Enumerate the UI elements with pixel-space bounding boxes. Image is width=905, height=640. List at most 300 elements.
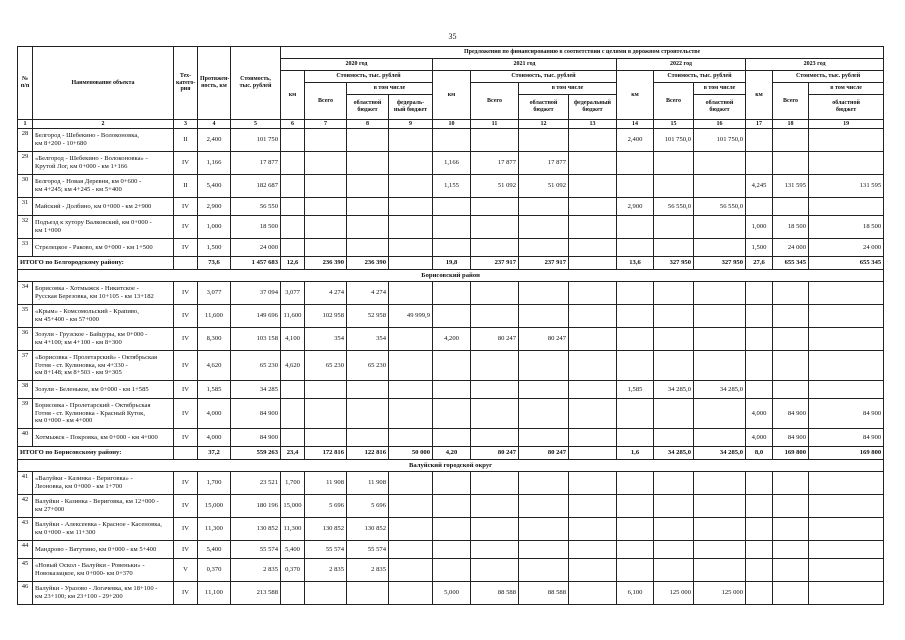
table-cell (746, 305, 773, 328)
table-cell (694, 429, 746, 447)
total-cell: 13,6 (617, 257, 654, 270)
row-number: 43 (18, 518, 33, 541)
table-cell (569, 429, 617, 447)
table-cell (471, 559, 519, 582)
header-regional-2023: областной бюджет (809, 95, 884, 120)
table-cell: 2 835 (347, 559, 389, 582)
table-cell: 3,077 (198, 282, 231, 305)
table-cell: 4,000 (746, 399, 773, 429)
column-index: 13 (569, 120, 617, 129)
table-cell: 0,370 (281, 559, 305, 582)
table-cell (519, 198, 569, 216)
table-cell (305, 216, 347, 239)
table-cell (746, 351, 773, 381)
table-cell (281, 239, 305, 257)
header-col-category: Тех- катего- рия (174, 47, 198, 120)
table-cell: 65 230 (347, 351, 389, 381)
table-cell (471, 216, 519, 239)
table-cell: 34 285 (231, 381, 281, 399)
row-number: 46 (18, 582, 33, 605)
table-cell (519, 429, 569, 447)
table-cell: 101 750,0 (654, 129, 694, 152)
row-number: 32 (18, 216, 33, 239)
table-cell: 84 900 (809, 399, 884, 429)
table-cell (694, 175, 746, 198)
object-name: «Валуйки - Казинка - Вериговка» - Леоновка, км 0+000 - км 1+700 (33, 472, 174, 495)
column-index: 18 (773, 120, 809, 129)
total-cell: 559 263 (231, 447, 281, 460)
column-index: 16 (694, 120, 746, 129)
table-cell: 4,100 (281, 328, 305, 351)
header-total-2021: Всего (471, 83, 519, 120)
total-cell: 73,6 (198, 257, 231, 270)
table-cell (654, 216, 694, 239)
table-cell: 4,200 (433, 328, 471, 351)
table-cell (694, 216, 746, 239)
table-row (18, 381, 884, 399)
table-cell (433, 495, 471, 518)
object-name: Борисовка - Хотмыжск - Никитское - Русская Березовка, км 10+105 - км 13+182 (33, 282, 174, 305)
table-cell: 130 852 (231, 518, 281, 541)
table-cell (389, 328, 433, 351)
object-name: Валуйки - Казинка - Вериговка, км 12+000 - км 27+000 (33, 495, 174, 518)
table-cell (519, 472, 569, 495)
table-cell (281, 198, 305, 216)
total-cell (569, 447, 617, 460)
table-cell (809, 582, 884, 605)
table-cell (471, 495, 519, 518)
table-cell: 2,900 (617, 198, 654, 216)
table-cell (694, 472, 746, 495)
column-index: 6 (281, 120, 305, 129)
header-year-2021: 2021 год (433, 59, 617, 71)
total-cell: 172 816 (305, 447, 347, 460)
header-km-2021: км (433, 71, 471, 120)
table-cell (694, 559, 746, 582)
table-cell (617, 328, 654, 351)
table-cell: 2,400 (198, 129, 231, 152)
table-cell (694, 399, 746, 429)
total-cell: 50 000 (389, 447, 433, 460)
table-cell (746, 559, 773, 582)
table-cell: 4,620 (198, 351, 231, 381)
table-cell: 101 750,0 (694, 129, 746, 152)
table-cell (694, 152, 746, 175)
row-number: 30 (18, 175, 33, 198)
table-cell: 5,400 (198, 175, 231, 198)
table-cell: 84 900 (773, 429, 809, 447)
table-cell: 5,000 (433, 582, 471, 605)
table-cell (305, 429, 347, 447)
table-cell (746, 328, 773, 351)
header-regional-2022: областной бюджет (694, 95, 746, 120)
header-col-cost: Стоимость, тыс. рублей (231, 47, 281, 120)
table-cell (773, 472, 809, 495)
table-cell (773, 351, 809, 381)
table-cell (471, 198, 519, 216)
table-cell (654, 152, 694, 175)
table-cell (569, 472, 617, 495)
table-cell (569, 381, 617, 399)
table-row (18, 518, 884, 541)
table-cell (433, 429, 471, 447)
page-number: 35 (448, 32, 457, 41)
table-cell (694, 239, 746, 257)
total-cell (174, 447, 198, 460)
table-cell: 4,620 (281, 351, 305, 381)
column-index: 1 (18, 120, 33, 129)
table-cell: 65 230 (231, 351, 281, 381)
table-cell (569, 399, 617, 429)
column-index: 5 (231, 120, 281, 129)
header-federal-2021: федеральный бюджет (569, 95, 617, 120)
table-cell: IV (174, 305, 198, 328)
table-cell (654, 399, 694, 429)
table-cell: 11 908 (305, 472, 347, 495)
table-cell: 0,370 (198, 559, 231, 582)
table-cell: 5,400 (281, 541, 305, 559)
header-regional-2020: областной бюджет (347, 95, 389, 120)
table-cell (569, 198, 617, 216)
column-index: 7 (305, 120, 347, 129)
table-cell (305, 129, 347, 152)
table-cell (773, 518, 809, 541)
table-cell: 56 550 (231, 198, 281, 216)
table-cell (617, 429, 654, 447)
table-row (18, 129, 884, 152)
table-cell (471, 282, 519, 305)
total-cell: 19,8 (433, 257, 471, 270)
header-year-2023: 2023 год (746, 59, 884, 71)
table-cell: 103 158 (231, 328, 281, 351)
table-cell (809, 472, 884, 495)
table-cell (347, 582, 389, 605)
table-cell (617, 305, 654, 328)
total-cell: 236 390 (305, 257, 347, 270)
table-cell: 15,000 (198, 495, 231, 518)
header-total-2023: Всего (773, 83, 809, 120)
table-cell: 52 958 (347, 305, 389, 328)
table-cell: 6,100 (617, 582, 654, 605)
table-cell (519, 541, 569, 559)
table-cell: IV (174, 328, 198, 351)
table-cell: 1,585 (617, 381, 654, 399)
table-cell: 5,400 (198, 541, 231, 559)
table-cell (347, 198, 389, 216)
table-cell: 80 247 (519, 328, 569, 351)
row-number: 34 (18, 282, 33, 305)
column-index: 10 (433, 120, 471, 129)
table-cell (389, 351, 433, 381)
total-cell (389, 257, 433, 270)
total-cell: 1,6 (617, 447, 654, 460)
table-cell: 18 500 (809, 216, 884, 239)
table-cell (773, 559, 809, 582)
table-cell: IV (174, 198, 198, 216)
total-cell: 169 800 (809, 447, 884, 460)
table-cell (654, 472, 694, 495)
object-name: Белгород - Шебекино - Волоконовка, км 8+200 - 10+680 (33, 129, 174, 152)
table-cell (654, 495, 694, 518)
table-row (18, 495, 884, 518)
table-cell (809, 381, 884, 399)
row-number: 37 (18, 351, 33, 381)
table-cell: IV (174, 152, 198, 175)
table-cell: 180 196 (231, 495, 281, 518)
table-cell (347, 381, 389, 399)
table-cell (389, 495, 433, 518)
table-cell (519, 305, 569, 328)
table-cell (809, 541, 884, 559)
header-incl-2022: в том числе (694, 83, 746, 95)
table-cell (305, 399, 347, 429)
row-number: 42 (18, 495, 33, 518)
object-name: Майский - Долбино, км 0+000 - км 2+900 (33, 198, 174, 216)
column-index: 4 (198, 120, 231, 129)
table-cell: 4,000 (746, 429, 773, 447)
table-cell (433, 305, 471, 328)
table-cell (809, 198, 884, 216)
table-cell: 1,500 (198, 239, 231, 257)
table-cell (471, 129, 519, 152)
table-row (18, 328, 884, 351)
table-cell (519, 518, 569, 541)
total-cell: 4,20 (433, 447, 471, 460)
table-cell (809, 351, 884, 381)
table-cell (389, 559, 433, 582)
table-cell: 84 900 (773, 399, 809, 429)
table-cell (773, 582, 809, 605)
object-name: Подъезд к хутору Валковский, км 0+000 - км 1+000 (33, 216, 174, 239)
table-cell: 23 521 (231, 472, 281, 495)
table-cell (433, 198, 471, 216)
table-cell (281, 152, 305, 175)
table-cell (347, 216, 389, 239)
table-cell: 1,166 (433, 152, 471, 175)
column-index: 12 (519, 120, 569, 129)
table-cell (569, 175, 617, 198)
table-cell: II (174, 175, 198, 198)
table-cell: 1,000 (198, 216, 231, 239)
table-cell: IV (174, 472, 198, 495)
table-cell (773, 328, 809, 351)
table-cell (305, 582, 347, 605)
object-name: «Борисовка - Пролетарский» - Октябрьская Готня - ст. Кулиновка, км 4+330 - км 8+148; км 8+503 - км 9+305 (33, 351, 174, 381)
table-cell (305, 175, 347, 198)
column-index: 2 (33, 120, 174, 129)
table-cell (809, 495, 884, 518)
table-cell (569, 541, 617, 559)
table-cell (746, 518, 773, 541)
table-cell: 1,700 (198, 472, 231, 495)
total-cell: 23,4 (281, 447, 305, 460)
table-cell: IV (174, 541, 198, 559)
row-number: 45 (18, 559, 33, 582)
table-cell (809, 518, 884, 541)
header-incl-2023: в том числе (809, 83, 884, 95)
table-cell: 4,245 (746, 175, 773, 198)
table-cell (389, 129, 433, 152)
table-cell (617, 495, 654, 518)
table-cell (773, 305, 809, 328)
table-cell (746, 495, 773, 518)
total-cell: 34 285,0 (694, 447, 746, 460)
table-cell: 125 000 (694, 582, 746, 605)
table-row (18, 305, 884, 328)
table-cell: 101 750 (231, 129, 281, 152)
table-cell (569, 559, 617, 582)
table-cell: 15,000 (281, 495, 305, 518)
row-number: 28 (18, 129, 33, 152)
column-index: 8 (347, 120, 389, 129)
table-row (18, 582, 884, 605)
table-cell (809, 305, 884, 328)
table-cell (773, 381, 809, 399)
total-label: ИТОГО по Борисовскому району: (18, 447, 174, 460)
table-row (18, 239, 884, 257)
table-cell: 149 696 (231, 305, 281, 328)
table-cell (694, 328, 746, 351)
table-cell (471, 399, 519, 429)
table-cell (569, 282, 617, 305)
table-cell (569, 152, 617, 175)
object-name: Валуйки - Уразово - Логачевка, км 18+100 - км 23+100; км 23+100 - 29+200 (33, 582, 174, 605)
column-index: 19 (809, 120, 884, 129)
row-number: 38 (18, 381, 33, 399)
table-cell: 88 588 (471, 582, 519, 605)
row-number: 31 (18, 198, 33, 216)
header-year-2020: 2020 год (281, 59, 433, 71)
table-row (18, 152, 884, 175)
header-km-2023: км (746, 71, 773, 120)
table-row (18, 559, 884, 582)
row-number: 35 (18, 305, 33, 328)
table-cell (471, 429, 519, 447)
table-cell: 4,000 (198, 399, 231, 429)
table-cell: IV (174, 239, 198, 257)
table-cell (389, 582, 433, 605)
table-cell (305, 239, 347, 257)
table-cell (569, 495, 617, 518)
table-cell: IV (174, 282, 198, 305)
column-index-row (18, 120, 884, 129)
table-cell (654, 429, 694, 447)
table-cell (471, 472, 519, 495)
object-name: «Новый Оскол - Валуйки - Ровеньки» - Новоказацкое, км 0+000- км 0+370 (33, 559, 174, 582)
table-cell (773, 152, 809, 175)
table-cell (569, 328, 617, 351)
table-row (18, 175, 884, 198)
table-cell (809, 559, 884, 582)
table-cell (746, 582, 773, 605)
table-cell (433, 282, 471, 305)
table-cell (654, 305, 694, 328)
table-cell (617, 239, 654, 257)
row-number: 44 (18, 541, 33, 559)
table-cell: 34 285,0 (694, 381, 746, 399)
table-cell (746, 472, 773, 495)
table-cell (281, 381, 305, 399)
table-cell (433, 399, 471, 429)
object-name: «Белгород - Шебекино - Волоконовка» - Крутой Лог, км 0+000 - км 1+166 (33, 152, 174, 175)
total-cell: 37,2 (198, 447, 231, 460)
table-cell (389, 381, 433, 399)
total-cell: 8,0 (746, 447, 773, 460)
table-cell (389, 175, 433, 198)
table-cell (281, 129, 305, 152)
object-name: Зозули - Грузское - Байцуры, км 0+000 - км 4+100; км 4+100 - км 8+300 (33, 328, 174, 351)
total-cell: 27,6 (746, 257, 773, 270)
header-proposals: Предложения по финансированию в соответствии с целями в дорожном строительстве (281, 47, 884, 59)
total-cell: 169 800 (773, 447, 809, 460)
table-cell: 18 500 (773, 216, 809, 239)
object-name: Валуйки - Алексеевка - Красное - Касеновка, км 0+000 - км 11+300 (33, 518, 174, 541)
table-cell (519, 239, 569, 257)
table-cell: 84 900 (231, 399, 281, 429)
table-cell (433, 351, 471, 381)
table-cell: 1,500 (746, 239, 773, 257)
table-cell: 354 (347, 328, 389, 351)
table-row (18, 541, 884, 559)
table-cell (471, 239, 519, 257)
header-col-num: № п/п (18, 47, 33, 120)
table-cell: 130 852 (347, 518, 389, 541)
table-cell: 2,900 (198, 198, 231, 216)
table-cell (471, 305, 519, 328)
table-cell (569, 582, 617, 605)
table-cell (305, 198, 347, 216)
table-cell: 4 274 (305, 282, 347, 305)
table-cell (617, 216, 654, 239)
header-col-length: Протяжен- ность, км (198, 47, 231, 120)
table-cell: 4,000 (198, 429, 231, 447)
total-cell: 655 345 (773, 257, 809, 270)
table-row (18, 399, 884, 429)
section-title-row (18, 270, 884, 282)
table-cell (471, 518, 519, 541)
table-cell: 8,300 (198, 328, 231, 351)
table-cell (471, 381, 519, 399)
table-cell: 55 574 (305, 541, 347, 559)
table-cell (389, 541, 433, 559)
table-cell (281, 175, 305, 198)
table-cell: 88 588 (519, 582, 569, 605)
total-row (18, 447, 884, 460)
total-cell: 12,6 (281, 257, 305, 270)
table-cell (347, 239, 389, 257)
column-index: 17 (746, 120, 773, 129)
table-cell (433, 472, 471, 495)
table-cell: 131 595 (809, 175, 884, 198)
column-index: 14 (617, 120, 654, 129)
table-cell: 2 835 (305, 559, 347, 582)
table-cell (347, 152, 389, 175)
row-number: 29 (18, 152, 33, 175)
section-title: Борисовский район (18, 270, 884, 282)
table-cell (694, 305, 746, 328)
table-cell (389, 198, 433, 216)
table-row (18, 472, 884, 495)
table-cell: IV (174, 495, 198, 518)
table-cell: 1,166 (198, 152, 231, 175)
table-cell (809, 152, 884, 175)
header-cost-2021: Стоимость, тыс. рублей (471, 71, 617, 83)
table-cell (433, 239, 471, 257)
table-cell (809, 129, 884, 152)
table-cell: 1,700 (281, 472, 305, 495)
table-cell (654, 175, 694, 198)
table-body (18, 129, 884, 605)
